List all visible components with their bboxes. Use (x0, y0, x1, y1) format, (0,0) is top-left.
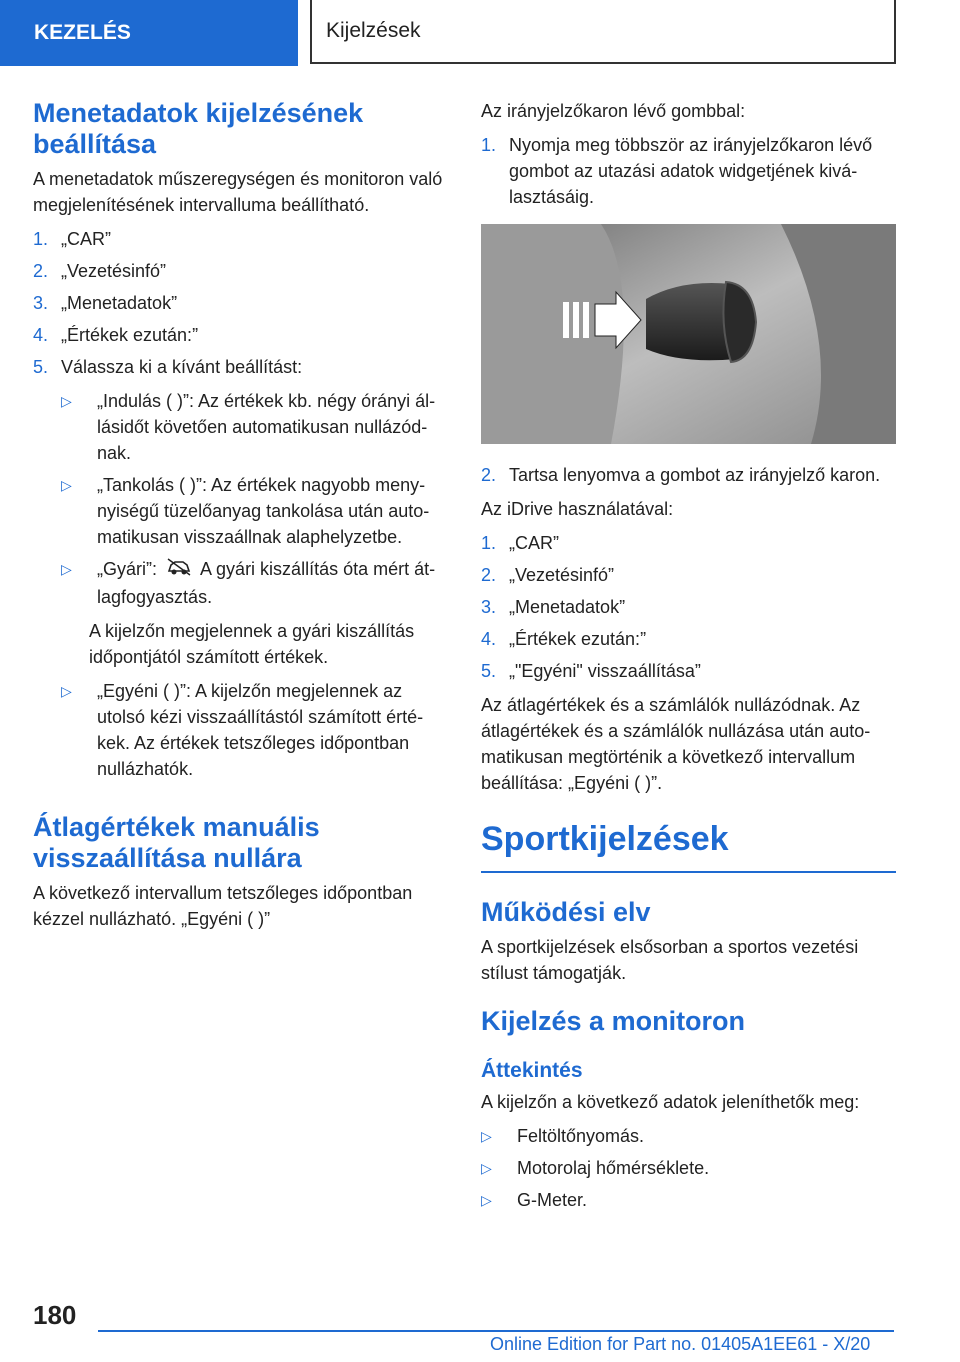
paragraph-result: Az átlagértékek és a számlálók nullázódnak. Az átlagértékek és a számlálók nullázása után automatikusan megtörténik a következő intervallum beállítása: „Egyéni ( )”. (481, 695, 871, 793)
steps-list (33, 226, 448, 380)
overview-list (481, 1123, 896, 1213)
idrive-steps (481, 530, 896, 684)
list-item: 2. Tartsa lenyomva a gombot az irányjelző karon. (481, 465, 881, 485)
section-tab: KEZELÉS (0, 0, 298, 66)
heading-monitor: Kijelzés a monitoron (481, 1006, 746, 1036)
list-item: ▷ Feltöltőnyomás. (481, 1123, 896, 1149)
list-item: ▷ G-Meter. (481, 1187, 896, 1213)
turn-signal-lever-image (481, 224, 896, 444)
list-item: 5. „"Egyéni" visszaállítása” (481, 661, 701, 681)
list-item: ▷ „Egyéni ( )”: A kijelzőn megjelennek az utolsó kézi visszaállítástól számított értékek. Az értékek tetszőleges időpontban nullázhatók. (61, 678, 448, 782)
options-list-2 (61, 678, 448, 782)
list-item: ▷ „Indulás ( )”: Az értékek kb. négy órányi állásidőt követően automatikusan nullázódnak. (61, 388, 448, 466)
triangle-bullet-icon: ▷ (61, 682, 72, 699)
paragraph-trip: A menetadatok műszeregységen és monitoron való megjelenítésének intervalluma beállítható. (33, 169, 443, 215)
list-item: 2. „Vezetésinfó” (481, 565, 615, 585)
heading-sport-displays: Sportkijelzések (481, 820, 896, 873)
paragraph-principle: A sportkijelzések elsősorban a sportos vezetési stílust támogatják. (481, 937, 859, 983)
list-item: ▷ „Gyári”: A gyári kiszállítás óta mért átlagfogyasztás. (61, 556, 448, 610)
list-item: ▷ Motorolaj hőmérséklete. (481, 1155, 896, 1181)
factory-car-icon (166, 557, 192, 584)
list-item: 1. Nyomja meg többször az irányjelzőkaron lévő gombot az utazási adatok widgetjének kiválasztásáig. (481, 135, 873, 207)
factory-note: A kijelzőn megjelennek a gyári kiszállítás időpontjától számított értékek. (89, 620, 415, 667)
page-number: 180 (33, 1300, 77, 1330)
triangle-bullet-icon: ▷ (61, 393, 72, 409)
paragraph-overview: A kijelzőn a következő adatok jeleníthetők meg: (481, 1092, 860, 1112)
lever-steps-2 (481, 462, 896, 488)
options-list (61, 388, 448, 610)
triangle-bullet-icon: ▷ (481, 1128, 492, 1144)
list-item: 2. „Vezetésinfó” (33, 261, 167, 281)
footer-divider (98, 1330, 894, 1332)
triangle-bullet-icon: ▷ (61, 477, 72, 493)
list-item: 4. „Értékek ezután:” (481, 629, 647, 649)
list-item: 1. „CAR” (33, 229, 111, 249)
list-item: 5. Válassza ki a kívánt beállítást: (33, 357, 303, 377)
list-item: 3. „Menetadatok” (481, 597, 626, 617)
paragraph-reset: A következő intervallum tetszőleges időpontban kézzel nullázható. „Egyéni ( )” (33, 882, 413, 929)
paragraph-idrive: Az iDrive használatával: (481, 499, 674, 519)
heading-principle: Működési elv (481, 897, 651, 927)
list-item: 3. „Menetadatok” (33, 293, 178, 313)
left-column (33, 98, 448, 940)
paragraph-lever-intro: Az irányjelzőkaron lévő gombbal: (481, 101, 746, 121)
lever-steps-1 (481, 132, 896, 210)
list-item: 1. „CAR” (481, 533, 559, 553)
page-header (0, 0, 960, 66)
edition-text: Online Edition for Part no. 01405A1EE61 - X/20 (490, 1334, 871, 1354)
chapter-title: Kijelzések (310, 0, 896, 64)
triangle-bullet-icon: ▷ (61, 561, 72, 577)
heading-overview: Áttekintés (481, 1059, 583, 1082)
triangle-bullet-icon: ▷ (481, 1192, 492, 1208)
right-column (481, 98, 896, 1221)
heading-reset: Átlagértékek manuális visszaállítása nullára (33, 811, 320, 873)
triangle-bullet-icon: ▷ (481, 1160, 492, 1176)
list-item: 4. „Értékek ezután:” (33, 325, 199, 345)
heading-trip-settings: Menetadatok kijelzésének beállítása (33, 98, 364, 159)
list-item: ▷ „Tankolás ( )”: Az értékek nagyobb menynyiségű tüzelőanyag tankolása után automatikusan visszaállnak alaphelyzetbe. (61, 472, 448, 550)
